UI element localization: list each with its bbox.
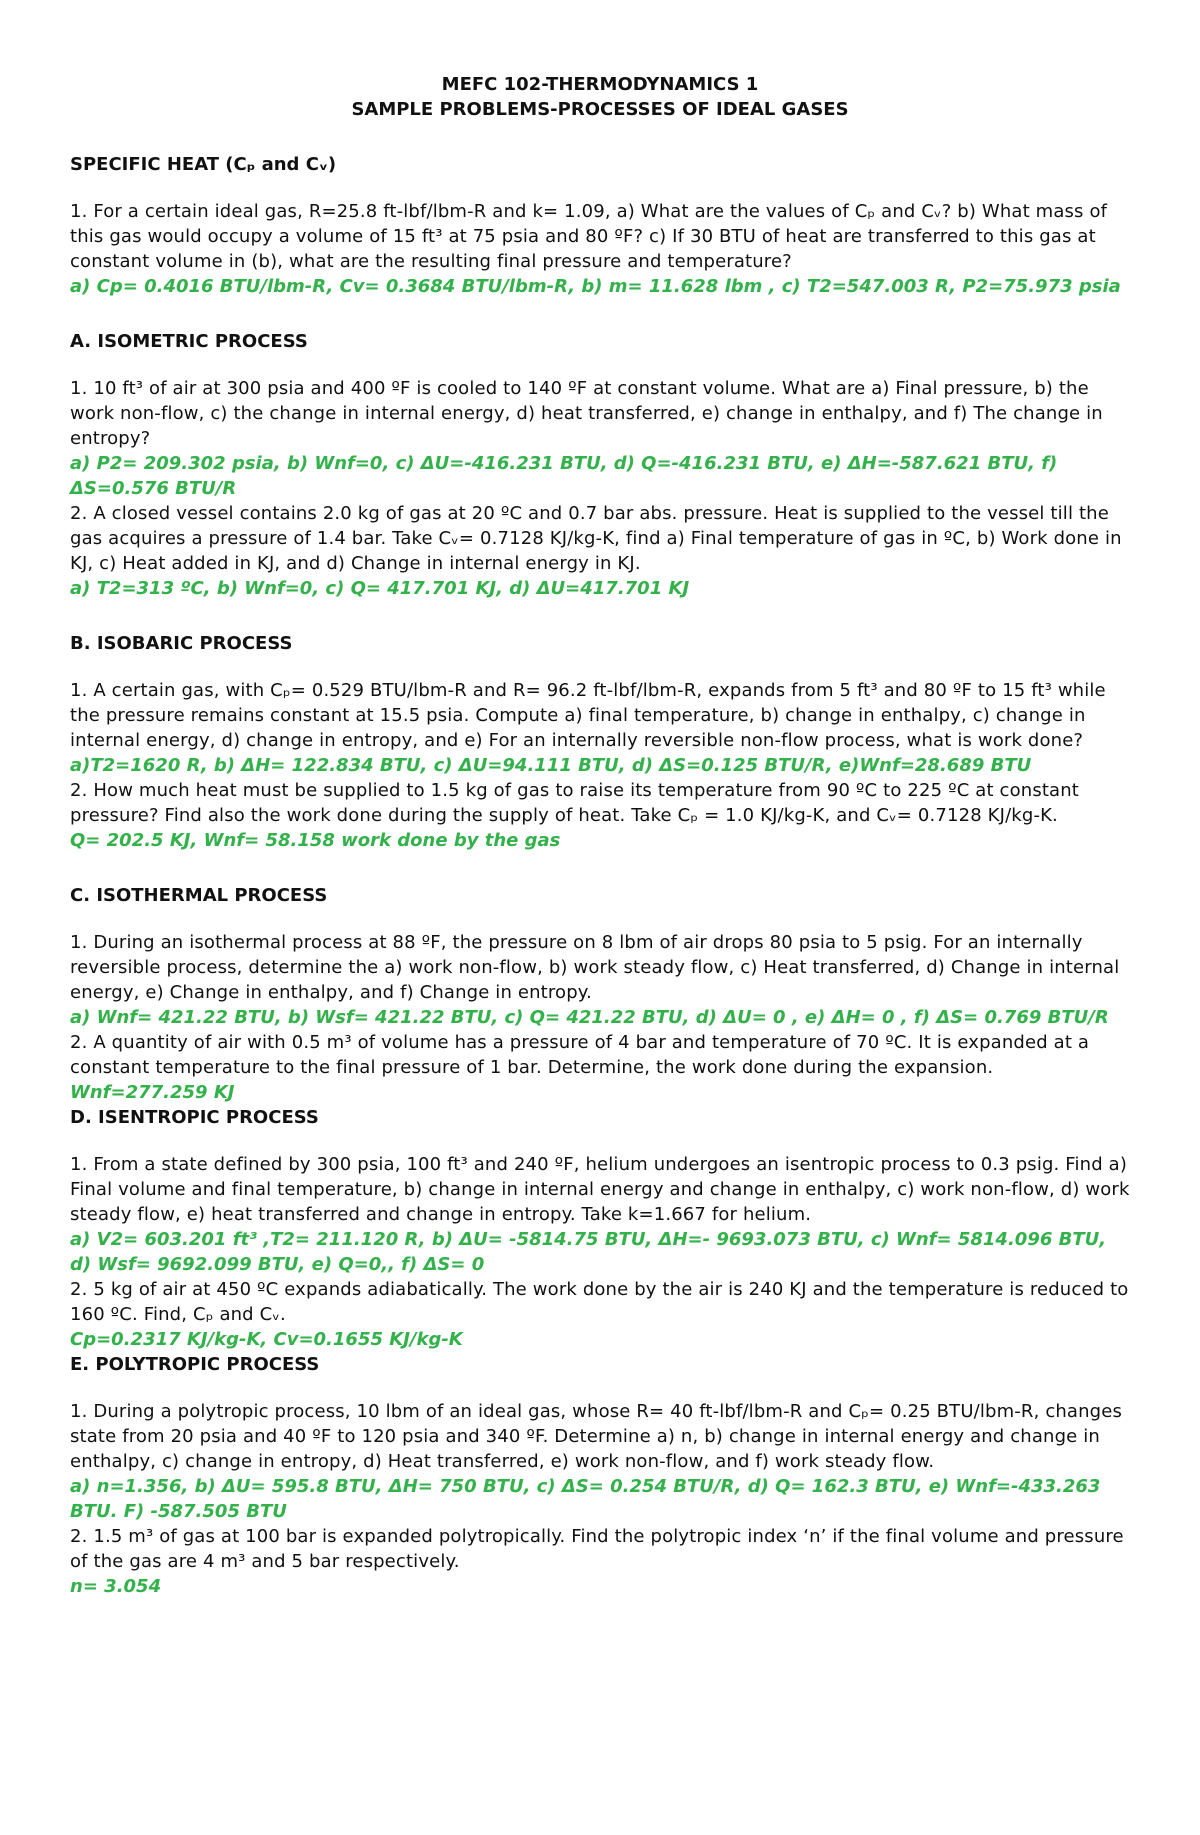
problem-answer: n= 3.054 [70, 1576, 162, 1597]
problem-answer: a) T2=313 ºC, b) Wnf=0, c) Q= 417.701 KJ, d) ΔU=417.701 KJ [70, 578, 690, 599]
section-heading-isothermal: C. ISOTHERMAL PROCESS [70, 885, 328, 906]
problem-question: 1. For a certain ideal gas, R=25.8 ft-lbf/lbm-R and k= 1.09, a) What are the values of Cₚ and Cᵥ? b) What mass of this gas would occupy a volume of 15 ft³ at 75 psia and 80 ºF? c) If 30 BTU of heat are transferred to this gas at constant volume in (b), what are the resulting final pressure and temperature? [70, 201, 1108, 272]
problem-question: 2. A closed vessel contains 2.0 kg of gas at 20 ºC and 0.7 bar abs. pressure. Heat is supplied to the vessel till the gas acquires a pressure of 1.4 bar. Take Cᵥ= 0.7128 KJ/kg-K, find a) Final temperature of gas in ºC, b) Work done in KJ, c) Heat added in KJ, and d) Change in internal energy in KJ. [70, 503, 1122, 574]
problem-answer: a) P2= 209.302 psia, b) Wnf=0, c) ΔU=-416.231 BTU, d) Q=-416.231 BTU, e) ΔH=-587.621 BTU, f) ΔS=0.576 BTU/R [70, 453, 1058, 499]
problem-question: 1. During an isothermal process at 88 ºF, the pressure on 8 lbm of air drops 80 psia to 5 psig. For an internally reversible process, determine the a) work non-flow, b) work steady flow, c) Heat transferred, d) Change in internal energy, e) Change in enthalpy, and f) Change in entropy. [70, 932, 1120, 1003]
section-heading-isentropic: D. ISENTROPIC PROCESS [70, 1107, 319, 1128]
problem-question: 2. 1.5 m³ of gas at 100 bar is expanded polytropically. Find the polytropic index ‘n’ if the final volume and pressure of the gas are 4 m³ and 5 bar respectively. [70, 1526, 1124, 1572]
problem-question: 1. From a state defined by 300 psia, 100 ft³ and 240 ºF, helium undergoes an isentropic process to 0.3 psig. Find a) Final volume and final temperature, b) change in internal energy and change in enthalpy, c) work non-flow, d) work steady flow, e) heat transferred and change in entropy. Take k=1.667 for helium. [70, 1154, 1130, 1225]
problem-answer: a) n=1.356, b) ΔU= 595.8 BTU, ΔH= 750 BTU, c) ΔS= 0.254 BTU/R, d) Q= 162.3 BTU, e) Wnf=-433.263 BTU. F) -587.505 BTU [70, 1476, 1101, 1522]
section-heading-isobaric: B. ISOBARIC PROCESS [70, 633, 293, 654]
problem-answer: a)T2=1620 R, b) ΔH= 122.834 BTU, c) ΔU=94.111 BTU, d) ΔS=0.125 BTU/R, e)Wnf=28.689 BTU [70, 755, 1032, 776]
document-page [70, 72, 1130, 1599]
course-title: MEFC 102-THERMODYNAMICS 1 [441, 74, 759, 95]
problem-answer: Wnf=277.259 KJ [70, 1082, 235, 1103]
problem-question: 1. A certain gas, with Cₚ= 0.529 BTU/lbm-R and R= 96.2 ft-lbf/lbm-R, expands from 5 ft³ and 80 ºF to 15 ft³ while the pressure remains constant at 15.5 psia. Compute a) final temperature, b) change in enthalpy, c) change in internal energy, d) change in entropy, and e) For an internally reversible non-flow process, what is work done? [70, 680, 1106, 751]
section-heading-polytropic: E. POLYTROPIC PROCESS [70, 1354, 320, 1375]
section-heading-specific-heat: SPECIFIC HEAT (Cₚ and Cᵥ) [70, 154, 337, 175]
problem-question: 1. 10 ft³ of air at 300 psia and 400 ºF is cooled to 140 ºF at constant volume. What are a) Final pressure, b) the work non-flow, c) the change in internal energy, d) heat transferred, e) change in enthalpy, and f) The change in entropy? [70, 378, 1103, 449]
problem-question: 1. During a polytropic process, 10 lbm of an ideal gas, whose R= 40 ft-lbf/lbm-R and Cₚ= 0.25 BTU/lbm-R, changes state from 20 psia and 40 ºF to 120 psia and 340 ºF. Determine a) n, b) change in internal energy and change in enthalpy, c) change in entropy, d) Heat transferred, e) work non-flow, and f) work steady flow. [70, 1401, 1122, 1472]
problem-question: 2. A quantity of air with 0.5 m³ of volume has a pressure of 4 bar and temperature of 70 ºC. It is expanded at a constant temperature to the final pressure of 1 bar. Determine, the work done during the expansion. [70, 1032, 1090, 1078]
document-subtitle: SAMPLE PROBLEMS-PROCESSES OF IDEAL GASES [351, 99, 849, 120]
problem-answer: Cp=0.2317 KJ/kg-K, Cv=0.1655 KJ/kg-K [70, 1329, 463, 1350]
problem-question: 2. How much heat must be supplied to 1.5 kg of gas to raise its temperature from 90 ºC to 225 ºC at constant pressure? Find also the work done during the supply of heat. Take Cₚ = 1.0 KJ/kg-K, and Cᵥ= 0.7128 KJ/kg-K. [70, 780, 1079, 826]
section-heading-isometric: A. ISOMETRIC PROCESS [70, 331, 308, 352]
problem-answer: Q= 202.5 KJ, Wnf= 58.158 work done by the gas [70, 830, 561, 851]
problem-answer: a) Cp= 0.4016 BTU/lbm-R, Cv= 0.3684 BTU/lbm-R, b) m= 11.628 lbm , c) T2=547.003 R, P2=75.973 psia [70, 276, 1121, 297]
problem-question: 2. 5 kg of air at 450 ºC expands adiabatically. The work done by the air is 240 KJ and the temperature is reduced to 160 ºC. Find, Cₚ and Cᵥ. [70, 1279, 1129, 1325]
problem-answer: a) Wnf= 421.22 BTU, b) Wsf= 421.22 BTU, c) Q= 421.22 BTU, d) ΔU= 0 , e) ΔH= 0 , f) ΔS= 0.769 BTU/R [70, 1007, 1109, 1028]
problem-answer: a) V2= 603.201 ft³ ,T2= 211.120 R, b) ΔU= -5814.75 BTU, ΔH=- 9693.073 BTU, c) Wnf= 5814.096 BTU, d) Wsf= 9692.099 BTU, e) Q=0,, f) ΔS= 0 [70, 1229, 1107, 1275]
